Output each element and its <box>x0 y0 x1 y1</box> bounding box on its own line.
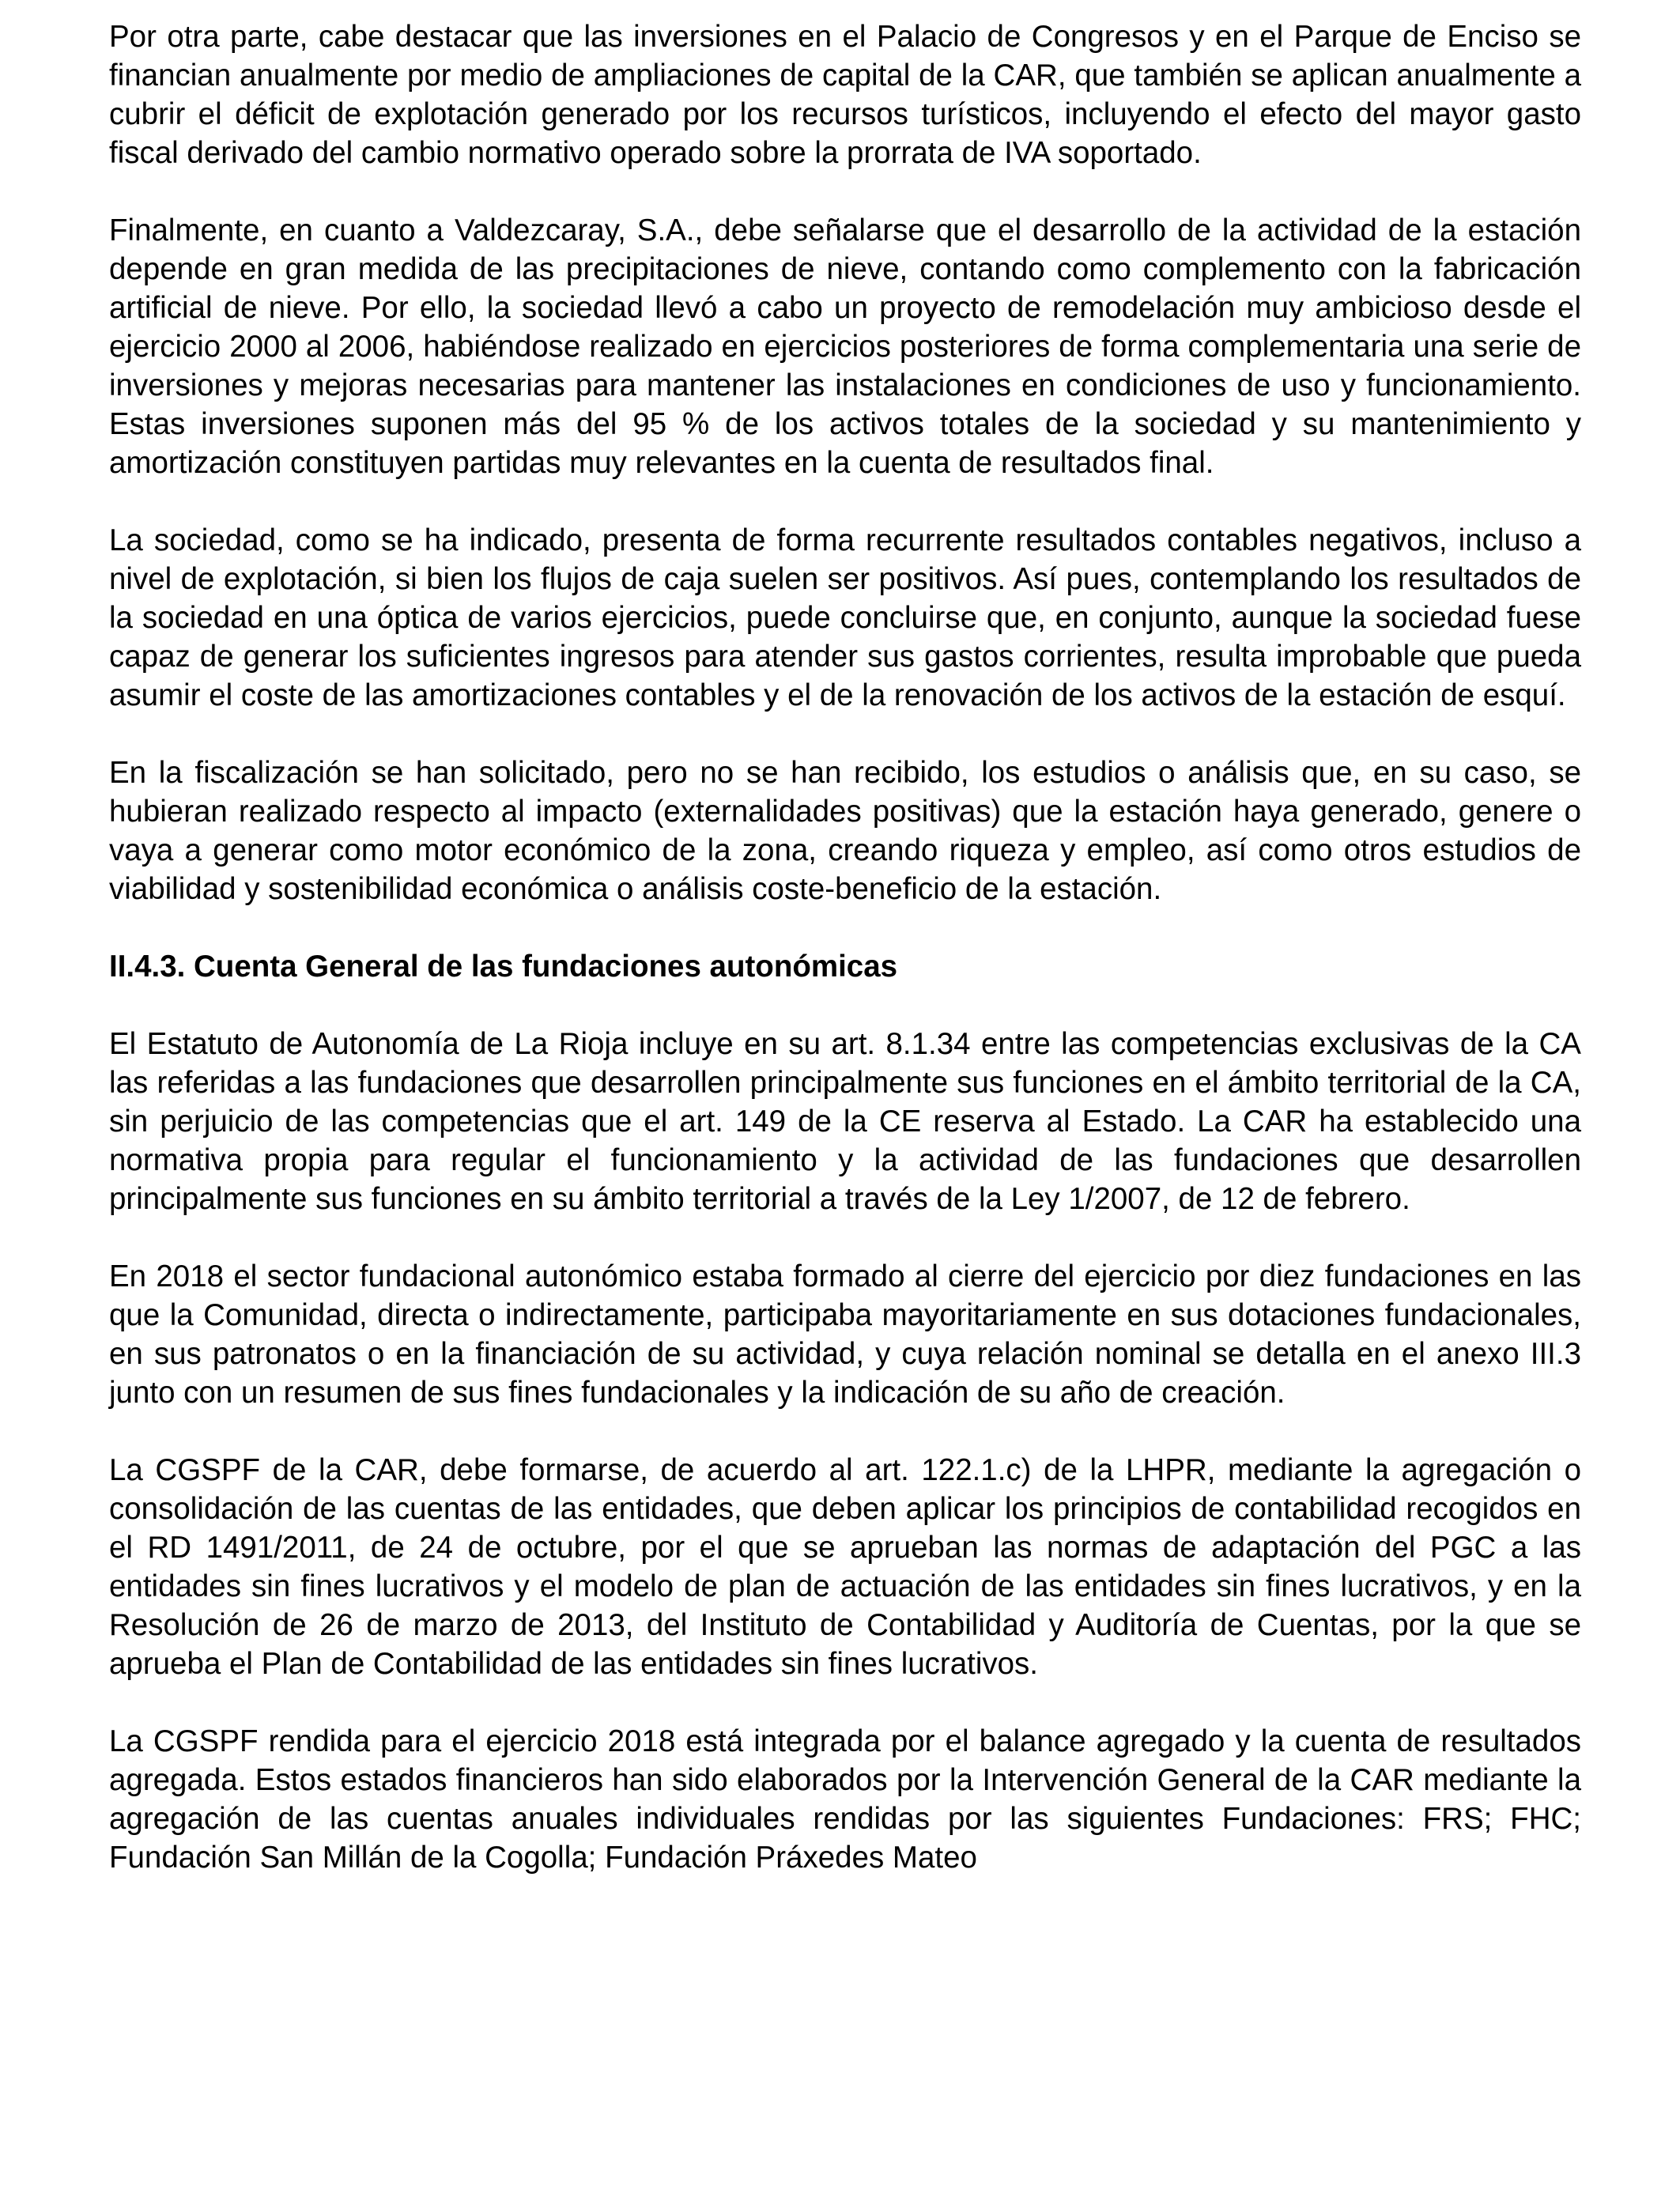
paragraph-valdezcaray: Finalmente, en cuanto a Valdezcaray, S.A., debe señalarse que el desarrollo de la actividad de la estación depende en gran medida de las precipitaciones de nieve, contando como complemento con la fabricación artificial de nieve. Por ello, la sociedad llevó a cabo un proyecto de remodelación muy ambicioso desde el ejercicio 2000 al 2006, habiéndose realizado en ejercicios posteriores de forma complementaria una serie de inversiones y mejoras necesarias para mantener las instalaciones en condiciones de uso y funcionamiento. Estas inversiones suponen más del 95 % de los activos totales de la sociedad y su mantenimiento y amortización constituyen partidas muy relevantes en la cuenta de resultados final. <box>109 213 1581 480</box>
paragraph-sector-fundacional: En 2018 el sector fundacional autonómico estaba formado al cierre del ejercicio por diez fundaciones en las que la Comunidad, directa o indirectamente, participaba mayoritariamente en sus dotaciones fundacionales, en sus patronatos o en la financiación de su actividad, y cuya relación nominal se detalla en el anexo III.3 junto con un resumen de sus fines fundacionales y la indicación de su año de creación. <box>109 1259 1581 1410</box>
paragraph-fiscalizacion-estudios: En la fiscalización se han solicitado, pero no se han recibido, los estudios o análisis que, en su caso, se hubieran realizado respecto al impacto (externalidades positivas) que la estación haya generado, genere o vaya a generar como motor económico de la zona, creando riqueza y empleo, así como otros estudios de viabilidad y sostenibilidad económica o análisis coste-beneficio de la estación. <box>109 756 1581 906</box>
paragraph-cgspf-rendida: La CGSPF rendida para el ejercicio 2018 está integrada por el balance agregado y la cuenta de resultados agregada. Estos estados financieros han sido elaborados por la Intervención General de la CAR mediante la agregación de las cuentas anuales individuales rendidas por las siguientes Fundaciones: FRS; FHC; Fundación San Millán de la Cogolla; Fundación Práxedes Mateo <box>109 1724 1581 1875</box>
paragraph-palacio-congresos: Por otra parte, cabe destacar que las inversiones en el Palacio de Congresos y en el Parque de Enciso se financian anualmente por medio de ampliaciones de capital de la CAR, que también se aplican anualmente a cubrir el déficit de explotación generado por los recursos turísticos, incluyendo el efecto del mayor gasto fiscal derivado del cambio normativo operado sobre la prorrata de IVA soportado. <box>109 20 1581 170</box>
section-heading: II.4.3. Cuenta General de las fundaciones autonómicas <box>109 950 898 984</box>
paragraph-estatuto-autonomia: El Estatuto de Autonomía de La Rioja incluye en su art. 8.1.34 entre las competencias exclusivas de la CA las referidas a las fundaciones que desarrollen principalmente sus funciones en el ámbito territorial de la CA, sin perjuicio de las competencias que el art. 149 de la CE reserva al Estado. La CAR ha establecido una normativa propia para regular el funcionamiento y la actividad de las fundaciones que desarrollen principalmente sus funciones en su ámbito territorial a través de la Ley 1/2007, de 12 de febrero. <box>109 1027 1581 1216</box>
paragraph-cgspf-formacion: La CGSPF de la CAR, debe formarse, de acuerdo al art. 122.1.c) de la LHPR, mediante la agregación o consolidación de las cuentas de las entidades, que deben aplicar los principios de contabilidad recogidos en el RD 1491/2011, de 24 de octubre, por el que se aprueban las normas de adaptación del PGC a las entidades sin fines lucrativos y el modelo de plan de actuación de las entidades sin fines lucrativos, y en la Resolución de 26 de marzo de 2013, del Instituto de Contabilidad y Auditoría de Cuentas, por la que se aprueba el Plan de Contabilidad de las entidades sin fines lucrativos. <box>109 1453 1581 1681</box>
paragraph-resultados-sociedad: La sociedad, como se ha indicado, presenta de forma recurrente resultados contables negativos, incluso a nivel de explotación, si bien los flujos de caja suelen ser positivos. Así pues, contemplando los resultados de la sociedad en una óptica de varios ejercicios, puede concluirse que, en conjunto, aunque la sociedad fuese capaz de generar los suficientes ingresos para atender sus gastos corrientes, resulta improbable que pueda asumir el coste de las amortizaciones contables y el de la renovación de los activos de la estación de esquí. <box>109 523 1581 712</box>
document-page <box>109 17 1581 1916</box>
